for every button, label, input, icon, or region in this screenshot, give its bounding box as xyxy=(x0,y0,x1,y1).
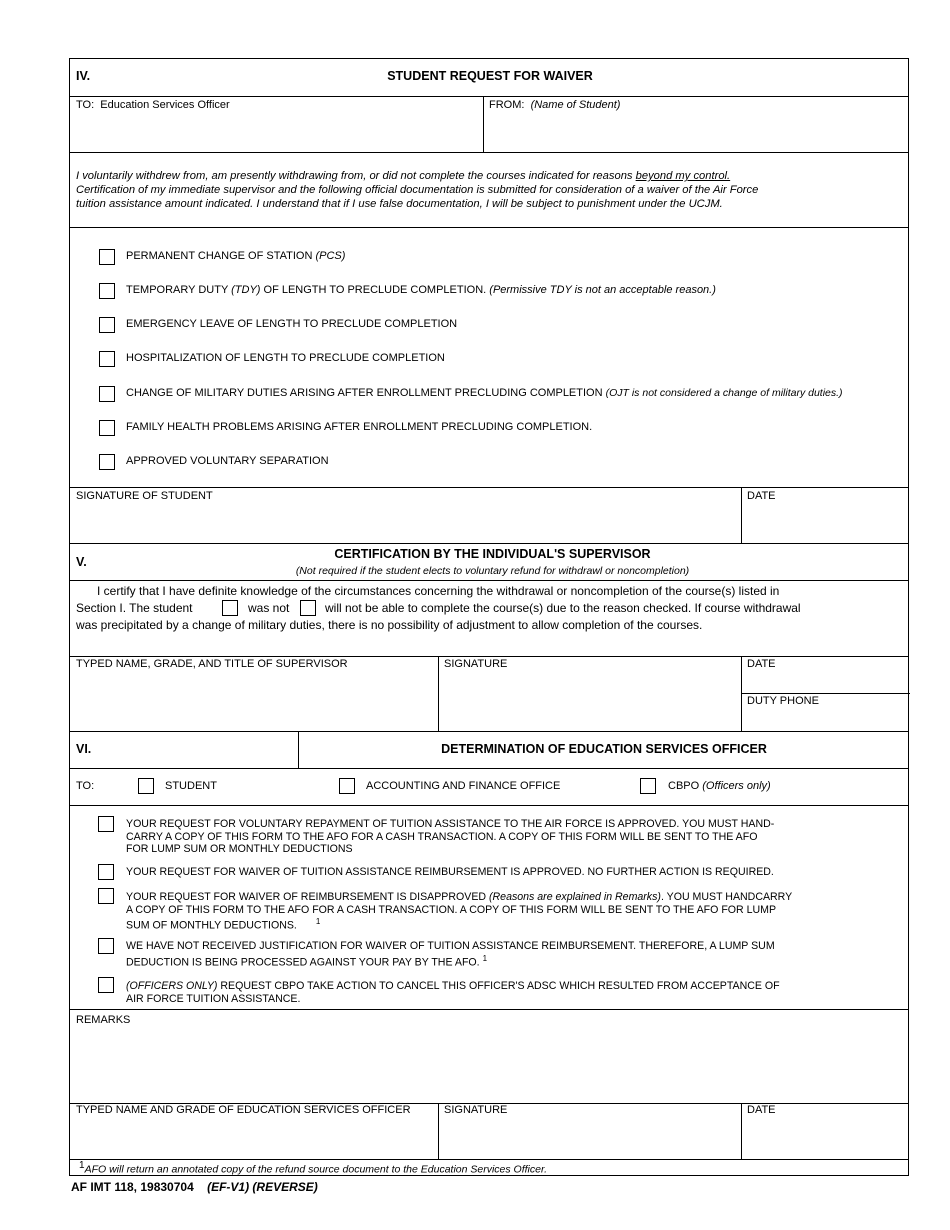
reason-hospitalization-checkbox[interactable] xyxy=(99,351,115,367)
determination-waiver-approved-label: YOUR REQUEST FOR WAIVER OF TUITION ASSISTANCE REIMBURSEMENT IS APPROVED. NO FURTHER ACTION IS REQUIRED. xyxy=(126,866,774,878)
eso-signature-field[interactable] xyxy=(444,1119,738,1157)
section-6-title: DETERMINATION OF EDUCATION SERVICES OFFICER xyxy=(441,742,767,756)
recipient-student-label: STUDENT xyxy=(165,780,217,792)
recipient-afo-checkbox[interactable] xyxy=(339,778,355,794)
form-page xyxy=(69,58,909,1176)
student-signature-label: SIGNATURE OF STUDENT xyxy=(76,490,213,502)
determination-officers-checkbox[interactable] xyxy=(98,977,114,993)
supervisor-date-label: DATE xyxy=(747,658,776,670)
divider xyxy=(70,152,908,153)
recipient-afo-label: ACCOUNTING AND FINANCE OFFICE xyxy=(366,780,561,792)
determination-repayment-checkbox[interactable] xyxy=(98,816,114,832)
section-5-title: CERTIFICATION BY THE INDIVIDUAL'S SUPERVISOR xyxy=(334,547,651,561)
to-label: TO: xyxy=(76,99,95,111)
supervisor-name-label: TYPED NAME, GRADE, AND TITLE OF SUPERVISOR xyxy=(76,658,348,670)
section-4-title: STUDENT REQUEST FOR WAIVER xyxy=(387,69,593,83)
supervisor-signature-field[interactable] xyxy=(444,673,738,729)
to-value: Education Services Officer xyxy=(100,99,230,111)
footnote-mark: 1 xyxy=(482,953,488,963)
form-footer xyxy=(71,1180,318,1194)
supervisor-name-field[interactable] xyxy=(76,673,432,729)
statement-line-2: Certification of my immediate supervisor and the following official documentation is submitted for consideration of a waiver of the Air Force xyxy=(76,184,759,196)
afo-footnote: $^1$AFO will return an annotated copy of the refund source document to the Education Services Officer. xyxy=(79,1160,548,1176)
waiver-statement xyxy=(76,169,906,211)
divider xyxy=(70,543,908,544)
reason-family-health-checkbox[interactable] xyxy=(99,420,115,436)
supervisor-signature-label: SIGNATURE xyxy=(444,658,508,670)
section-5-number: V. xyxy=(76,555,87,569)
divider xyxy=(741,1103,742,1159)
recipient-student-checkbox[interactable] xyxy=(138,778,154,794)
reason-voluntary-separation-label: APPROVED VOLUNTARY SEPARATION xyxy=(126,455,329,467)
duty-phone-label: DUTY PHONE xyxy=(747,695,819,707)
eso-date-label: DATE xyxy=(747,1104,776,1116)
statement-line-3: tuition assistance amount indicated. I understand that if I use false documentation, I will be subject to punishment under the UCJM. xyxy=(76,198,723,210)
reason-military-duties-label: CHANGE OF MILITARY DUTIES ARISING AFTER ENROLLMENT PRECLUDING COMPLETION (OJT is not considered a change of military duties.) xyxy=(126,387,843,399)
determination-lump-sum-checkbox[interactable] xyxy=(98,938,114,954)
determination-repayment-label: YOUR REQUEST FOR VOLUNTARY REPAYMENT OF TUITION ASSISTANCE TO THE AIR FORCE IS APPROVED. YOU MUST HAND- CARRY A COPY OF THIS FORM TO THE AFO FOR A CASH TRANSACTION. A COPY OF THIS FORM WILL BE SENT TO THE AFO FOR LUMP SUM OR MONTHLY DEDUCTIONS xyxy=(126,818,775,855)
divider xyxy=(70,227,908,228)
reason-pcs-label: PERMANENT CHANGE OF STATION (PCS) xyxy=(126,250,346,262)
eso-date-field[interactable] xyxy=(747,1119,905,1157)
determination-lump-sum-label: WE HAVE NOT RECEIVED JUSTIFICATION FOR WAIVER OF TUITION ASSISTANCE REIMBURSEMENT. THEREFORE, A LUMP SUM DEDUCTION IS BEING PROCESSED AGAINST YOUR PAY BY THE AFO. $^1$ xyxy=(126,940,775,969)
reason-military-duties-checkbox[interactable] xyxy=(99,386,115,402)
form-id: AF IMT 118, 19830704 xyxy=(71,1180,194,1194)
divider xyxy=(438,1103,439,1159)
supervisor-date-field[interactable] xyxy=(747,673,905,693)
divider xyxy=(70,580,908,581)
certification-line-3: was precipitated by a change of military duties, there is no possibility of adjustment to allow completion of the courses. xyxy=(76,618,703,632)
was-not-label: was not xyxy=(248,601,290,615)
divider xyxy=(70,1009,908,1010)
to-field-label xyxy=(76,99,230,111)
divider xyxy=(70,805,908,806)
divider xyxy=(70,96,908,97)
section-4-number: IV. xyxy=(76,69,91,83)
divider xyxy=(70,487,908,488)
duty-phone-field[interactable] xyxy=(747,710,905,730)
determination-waiver-disapproved-label: YOUR REQUEST FOR WAIVER OF REIMBURSEMENT IS DISAPPROVED (Reasons are explained in Remarks). YOU MUST HANDCARRY A COPY OF THIS FORM TO THE AFO FOR A CASH TRANSACTION. A COPY OF THIS FORM WILL BE SENT TO THE AFO FOR LUMP SUM OF MONTHLY DEDUCTIONS. $^1$ xyxy=(126,891,793,932)
section-6-number: VI. xyxy=(76,742,92,756)
student-signature-field[interactable] xyxy=(76,505,736,541)
determination-officers-label: (OFFICERS ONLY) REQUEST CBPO TAKE ACTION TO CANCEL THIS OFFICER'S ADSC WHICH RESULTED FROM ACCEPTANCE OF AIR FORCE TUITION ASSISTANCE. xyxy=(126,980,780,1005)
reason-family-health-label: FAMILY HEALTH PROBLEMS ARISING AFTER ENROLLMENT PRECLUDING COMPLETION. xyxy=(126,421,593,433)
divider xyxy=(438,656,439,731)
determination-waiver-approved-checkbox[interactable] xyxy=(98,864,114,880)
divider xyxy=(70,656,908,657)
form-edition: (EF-V1) (REVERSE) xyxy=(207,1180,318,1194)
reason-tdy-checkbox[interactable] xyxy=(99,283,115,299)
reason-emergency-leave-checkbox[interactable] xyxy=(99,317,115,333)
certification-line-1: I certify that I have definite knowledge of the circumstances concerning the withdrawal or noncompletion of the course(s) listed in xyxy=(97,584,780,598)
student-date-label: DATE xyxy=(747,490,776,502)
footnote-mark: 1 xyxy=(315,917,321,926)
recipient-cbpo-checkbox[interactable] xyxy=(640,778,656,794)
was-not-checkbox[interactable] xyxy=(222,600,238,616)
will-not-checkbox[interactable] xyxy=(300,600,316,616)
divider xyxy=(741,487,742,543)
statement-line-1: I voluntarily withdrew from, am presently withdrawing from, or did not complete the courses indicated for reasons xyxy=(76,170,636,182)
divider xyxy=(70,768,908,769)
statement-underlined: beyond my control. xyxy=(635,170,731,182)
determination-waiver-disapproved-checkbox[interactable] xyxy=(98,888,114,904)
divider xyxy=(483,96,484,152)
remarks-field[interactable] xyxy=(76,1029,904,1101)
recipient-cbpo-label: CBPO (Officers only) xyxy=(668,780,771,792)
reason-tdy-label: TEMPORARY DUTY (TDY) OF LENGTH TO PRECLUDE COMPLETION. (Permissive TDY is not an acceptable reason.) xyxy=(126,284,716,296)
divider xyxy=(70,731,908,732)
reason-pcs-checkbox[interactable] xyxy=(99,249,115,265)
eso-name-label: TYPED NAME AND GRADE OF EDUCATION SERVICES OFFICER xyxy=(76,1104,411,1116)
reason-hospitalization-label: HOSPITALIZATION OF LENGTH TO PRECLUDE COMPLETION xyxy=(126,352,445,364)
certification-line-2a: Section I. The student xyxy=(76,601,193,615)
section-5-subtitle: (Not required if the student elects to voluntary refund for withdrawl or noncompletion) xyxy=(295,565,690,577)
remarks-label: REMARKS xyxy=(76,1014,131,1026)
eso-signature-label: SIGNATURE xyxy=(444,1104,508,1116)
from-field-label xyxy=(489,99,620,111)
recipient-to-label: TO: xyxy=(76,780,95,792)
reason-voluntary-separation-checkbox[interactable] xyxy=(99,454,115,470)
eso-name-field[interactable] xyxy=(76,1119,432,1157)
student-name-field[interactable] xyxy=(489,114,904,150)
divider xyxy=(741,693,910,694)
certification-line-2b: will not be able to complete the course(s) due to the reason checked. If course withdrawal xyxy=(325,601,801,615)
from-hint: (Name of Student) xyxy=(530,99,621,111)
reason-emergency-leave-label: EMERGENCY LEAVE OF LENGTH TO PRECLUDE COMPLETION xyxy=(126,318,458,330)
from-label: FROM: xyxy=(489,99,525,111)
student-date-field[interactable] xyxy=(747,505,905,541)
